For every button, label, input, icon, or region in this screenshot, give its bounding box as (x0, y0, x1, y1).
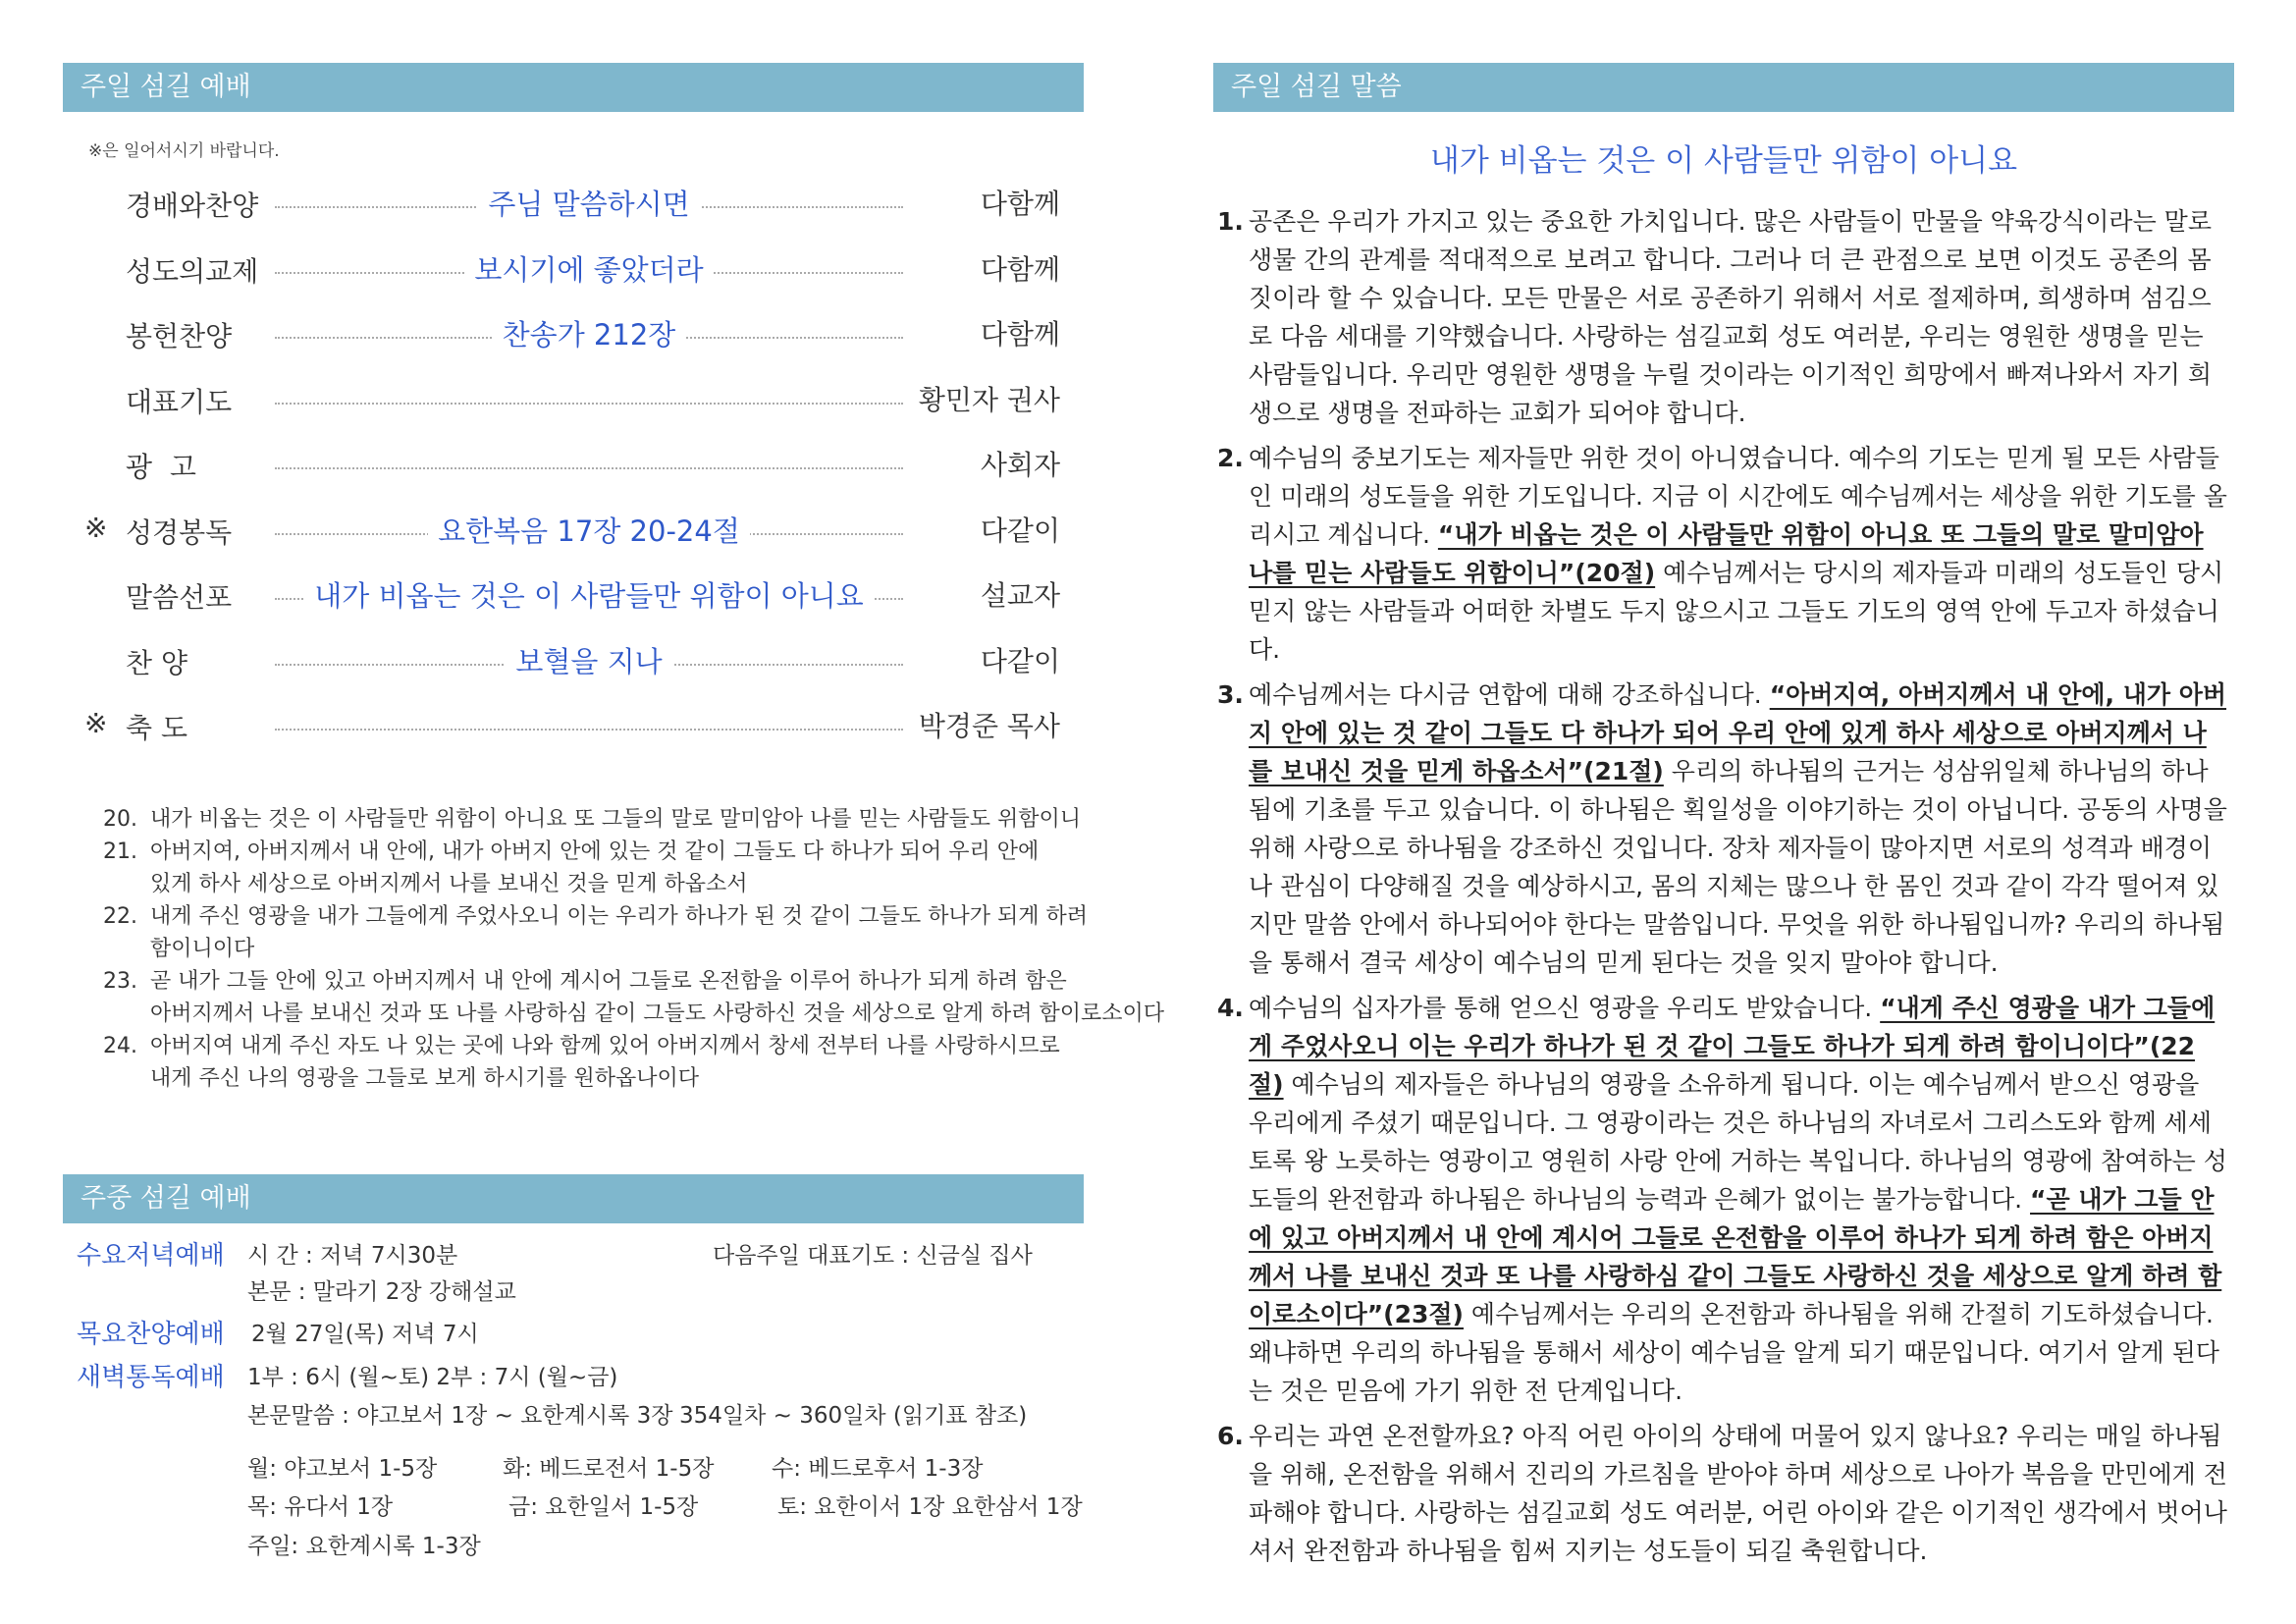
service-item-title-text: 찬송가 212장 (493, 318, 686, 352)
standing-note: ※은 일어서시기 바랍니다. (88, 141, 280, 161)
sermon-point (1217, 989, 2228, 1410)
service-row (79, 243, 1060, 307)
scripture-quote: “내게 주신 영광을 내가 그들에게 주었사오니 이는 우리가 하나가 된 것 같이 그들도 하나가 되게 하려 함이니이다”(22절) (1249, 994, 2216, 1099)
reading-tue: 화: 베드로전서 1-5장 (503, 1456, 715, 1482)
sermon-points (1217, 202, 2228, 1577)
service-item-person: 황민자 권사 (918, 383, 1060, 416)
service-item-name: 말씀선포 (126, 581, 233, 614)
service-row (79, 177, 1060, 242)
service-row (79, 307, 1060, 372)
service-item-person: 다함께 (980, 188, 1060, 220)
verse-number: 23. (103, 969, 137, 994)
service-item-title-text: 주님 말씀하시면 (478, 188, 699, 221)
sermon-point (1217, 1417, 2228, 1570)
service-row (79, 634, 1060, 699)
point-text-segment: 예수님의 십자가를 통해 얻으신 영광을 우리도 받았습니다. (1249, 994, 1881, 1022)
verse-text: 내가 비옵는 것은 이 사람들만 위함이 아니요 또 그들의 말로 말미암아 나를 믿는 사람들도 위함이니 (150, 807, 1081, 832)
verse-text: 내게 주신 영광을 내가 그들에게 주었사오니 이는 우리가 하나가 된 것 같이 그들도 하나가 되게 하려 함이니이다 (150, 904, 1088, 961)
service-row (79, 373, 1060, 438)
verse-item (103, 803, 1164, 836)
point-text-segment: 공존은 우리가 가지고 있는 중요한 가치입니다. 많은 사람들이 만물을 약육강식이라는 말로 생물 간의 관계를 적대적으로 보려고 합니다. 그러나 더 큰 관점으로 보면 이것도 공존의 몸짓이라 할 수 있습니다. 모든 만물은 서로 공존하기 위해서 서로 절제하며, 희생하며 섬김으로 다음 세대를 기약했습니다. 사랑하는 섬길교회 성도 여러분, 우리는 영원한 생명을 믿는 사람들입니다. 우리만 영원한 생명을 누릴 것이라는 이기적인 희망에서 빠져나와서 자기 희생으로 생명을 전파하는 교회가 되어야 합니다. (1249, 207, 2212, 427)
service-item-title (275, 313, 903, 353)
sermon-point (1217, 676, 2228, 982)
verse-text: 아버지여, 아버지께서 내 안에, 내가 아버지 안에 있는 것 같이 그들도 다 하나가 되어 우리 안에 있게 하사 세상으로 아버지께서 나를 보내신 것을 믿게 하옵소서 (150, 839, 1040, 896)
point-text (1249, 202, 2228, 432)
point-number: 4. (1217, 994, 1244, 1022)
verse-item (103, 1030, 1164, 1095)
point-number: 1. (1217, 207, 1244, 236)
worship-header: 주일 섬길 예배 (63, 63, 1084, 112)
point-text-segment: 예수님께서는 다시금 연합에 대해 강조하십니다. (1249, 680, 1770, 709)
service-item-title-text: 요한복음 17장 20-24절 (428, 514, 750, 548)
point-text (1249, 676, 2228, 982)
reading-fri: 금: 요한일서 1-5장 (508, 1494, 699, 1520)
service-item-person: 다함께 (980, 252, 1060, 286)
service-item-person: 설교자 (980, 579, 1060, 612)
verse-item (103, 836, 1164, 900)
service-item-title (275, 574, 903, 615)
service-row (79, 568, 1060, 633)
service-item-name: 봉헌찬양 (126, 320, 233, 352)
verse-number: 21. (103, 839, 137, 864)
point-text (1249, 989, 2228, 1410)
next-prayer-leader: 다음주일 대표기도 : 신금실 집사 (713, 1243, 1033, 1269)
service-item-name: 성도의교제 (126, 254, 259, 288)
service-item-title-text: 내가 비옵는 것은 이 사람들만 위함이 아니요 (304, 579, 874, 613)
point-text-segment: 예수님께서는 당시의 제자들과 미래의 성도들인 당시 믿지 않는 사람들과 어떠한 차별도 두지 않으시고 그들도 기도의 영역 안에 두고자 하셨습니다. (1249, 559, 2224, 664)
reading-mon: 월: 야고보서 1-5장 (247, 1456, 438, 1482)
standing-mark: ※ (84, 511, 108, 544)
point-text-segment: 예수님께서는 우리의 온전함과 하나됨을 위해 간절히 기도하셨습니다. 왜냐하면 우리의 하나됨을 통해서 세상이 예수님을 알게 되기 때문입니다. 여기서 알게 된다는 것은 믿음에 가기 위한 전 단계입니다. (1249, 1300, 2219, 1405)
service-item-person: 박경준 목사 (918, 710, 1060, 742)
dawn-service-time: 1부 : 6시 (월~토) 2부 : 7시 (월~금) (247, 1365, 618, 1390)
scripture-quote: “아버지여, 아버지께서 내 안에, 내가 아버지 안에 있는 것 같이 그들도 다 하나가 되어 우리 안에 있게 하사 세상으로 아버지께서 나를 보내신 것을 믿게 하옵소서”(21절) (1249, 680, 2227, 785)
service-item-title (275, 510, 903, 550)
wed-service-text: 본문 : 말라기 2장 강해설교 (247, 1279, 516, 1305)
verse-text: 아버지여 내게 주신 자도 나 있는 곳에 나와 함께 있어 아버지께서 창세 전부터 나를 사랑하시므로 내게 주신 나의 영광을 그들로 보게 하시기를 원하옵나이다 (150, 1034, 1060, 1091)
service-row (79, 504, 1060, 568)
sermon-point (1217, 439, 2228, 669)
weekday-header: 주중 섬길 예배 (63, 1174, 1084, 1223)
reading-thu: 목: 유다서 1장 (247, 1494, 394, 1520)
dawn-service-text: 본문말씀 : 야고보서 1장 ~ 요한계시록 3장 (247, 1403, 673, 1429)
point-text (1249, 439, 2228, 669)
service-item-person: 사회자 (980, 449, 1060, 481)
reading-sun: 주일: 요한계시록 1-3장 (247, 1534, 481, 1559)
scripture-quote: “곧 내가 그들 안에 있고 아버지께서 내 안에 계시어 그들로 온전함을 이루어 하나가 되게 하려 함은 아버지께서 나를 보내신 것과 또 나를 사랑하심 같이 그들도 사랑하신 것을 세상으로 알게 하려 함이로소이다”(23절) (1249, 1185, 2222, 1328)
sermon-point (1217, 202, 2228, 432)
verse-number: 20. (103, 807, 137, 832)
dawn-service-label: 새벽통독예배 (77, 1363, 225, 1392)
point-text-segment: 예수님의 제자들은 하나님의 영광을 소유하게 됩니다. 이는 예수님께서 받으신 영광을 우리에게 주셨기 때문입니다. 그 영광이라는 것은 하나님의 자녀로서 그리스도와 함께 세세토록 왕 노릇하는 영광이고 영원히 사랑 안에 거하는 복입니다. 하나님의 영광에 참여하는 성도들의 완전함과 하나됨은 하나님의 능력과 은혜가 없이는 불가능합니다. (1249, 1070, 2227, 1214)
service-row (79, 699, 1060, 764)
point-text (1249, 1417, 2228, 1570)
service-item-name: 축 도 (126, 712, 187, 744)
service-item-title (275, 183, 903, 223)
sermon-header: 주일 섬길 말씀 (1213, 63, 2234, 112)
dotted-leader (275, 467, 903, 469)
dawn-service-days: 354일차 ~ 360일차 (읽기표 참조) (679, 1403, 1028, 1429)
service-item-title (275, 640, 903, 680)
wed-service-time: 시 간 : 저녁 7시30분 (247, 1243, 458, 1269)
service-item-title-text: 보시기에 좋았더라 (464, 253, 713, 287)
scripture-quote: “내가 비옵는 것은 이 사람들만 위함이 아니요 또 그들의 말로 말미암아 나를 믿는 사람들도 위함이니”(20절) (1249, 520, 2204, 587)
thu-service-time: 2월 27일(목) 저녁 7시 (251, 1322, 479, 1347)
verse-number: 24. (103, 1034, 137, 1058)
point-text-segment: 우리의 하나됨의 근거는 성삼위일체 하나님의 하나됨에 기초를 두고 있습니다. 이 하나됨은 획일성을 이야기하는 것이 아닙니다. 공동의 사명을 위해 사랑으로 하나됨을 강조하신 것입니다. 장차 제자들이 많아지면 서로의 성격과 배경이나 관심이 다양해질 것을 예상하시고, 몸의 지체는 많으나 한 몸인 것과 같이 각각 떨어져 있지만 말씀 안에서 하나되어야 한다는 말씀입니다. 무엇을 위한 하나됨입니까? 우리의 하나됨을 통해서 결국 세상이 예수님의 믿게 된다는 것을 잊지 말아야 합니다. (1249, 757, 2227, 977)
wed-service-label: 수요저녁예배 (77, 1241, 225, 1271)
point-number: 6. (1217, 1422, 1244, 1450)
service-item-name: 광 고 (126, 451, 196, 483)
verse-item (103, 900, 1164, 965)
service-item-name: 성경봉독 (126, 515, 233, 549)
service-item-name: 찬 양 (126, 646, 187, 679)
point-number: 2. (1217, 444, 1244, 472)
service-item-person: 다함께 (980, 318, 1060, 351)
scripture-passage (103, 803, 1164, 1095)
reading-sat: 토: 요한이서 1장 요한삼서 1장 (777, 1494, 1083, 1520)
service-item-name: 대표기도 (126, 385, 233, 418)
service-item-person: 다같이 (980, 514, 1060, 547)
service-item-title (275, 248, 903, 289)
service-row (79, 438, 1060, 503)
point-text-segment: 우리는 과연 온전할까요? 아직 어린 아이의 상태에 머물어 있지 않나요? 우리는 매일 하나됨을 위해, 온전함을 위해서 진리의 가르침을 받아야 하며 세상으로 나아가 복음을 만민에게 전파해야 합니다. 사랑하는 섬길교회 성도 여러분, 어린 아이와 같은 이기적인 생각에서 벗어나셔서 완전함과 하나됨을 힘써 지키는 성도들이 되길 축원합니다. (1249, 1422, 2227, 1565)
verse-text: 곧 내가 그들 안에 있고 아버지께서 내 안에 계시어 그들로 온전함을 이루어 하나가 되게 하려 함은 아버지께서 나를 보내신 것과 또 나를 사랑하심 같이 그들도 사랑하신 것을 세상으로 알게 하려 함이로소이다 (150, 969, 1164, 1026)
verse-item (103, 965, 1164, 1030)
verse-number: 22. (103, 904, 137, 929)
sermon-title: 내가 비옵는 것은 이 사람들만 위함이 아니요 (1429, 143, 2018, 179)
dotted-leader (275, 729, 903, 731)
point-number: 3. (1217, 680, 1244, 709)
reading-wed: 수: 베드로후서 1-3장 (772, 1456, 984, 1482)
service-item-name: 경배와찬양 (126, 189, 259, 222)
point-text-segment: 예수님의 중보기도는 제자들만 위한 것이 아니였습니다. 예수의 기도는 믿게 될 모든 사람들인 미래의 성도들을 위한 기도입니다. 지금 이 시간에도 예수님께서는 세상을 위한 기도를 올리시고 계십니다. (1249, 444, 2227, 549)
standing-mark: ※ (84, 707, 108, 739)
thu-service-label: 목요찬양예배 (77, 1320, 225, 1349)
service-item-title-text: 보혈을 지나 (506, 645, 671, 678)
dotted-leader (275, 403, 903, 405)
service-item-person: 다같이 (980, 644, 1060, 677)
